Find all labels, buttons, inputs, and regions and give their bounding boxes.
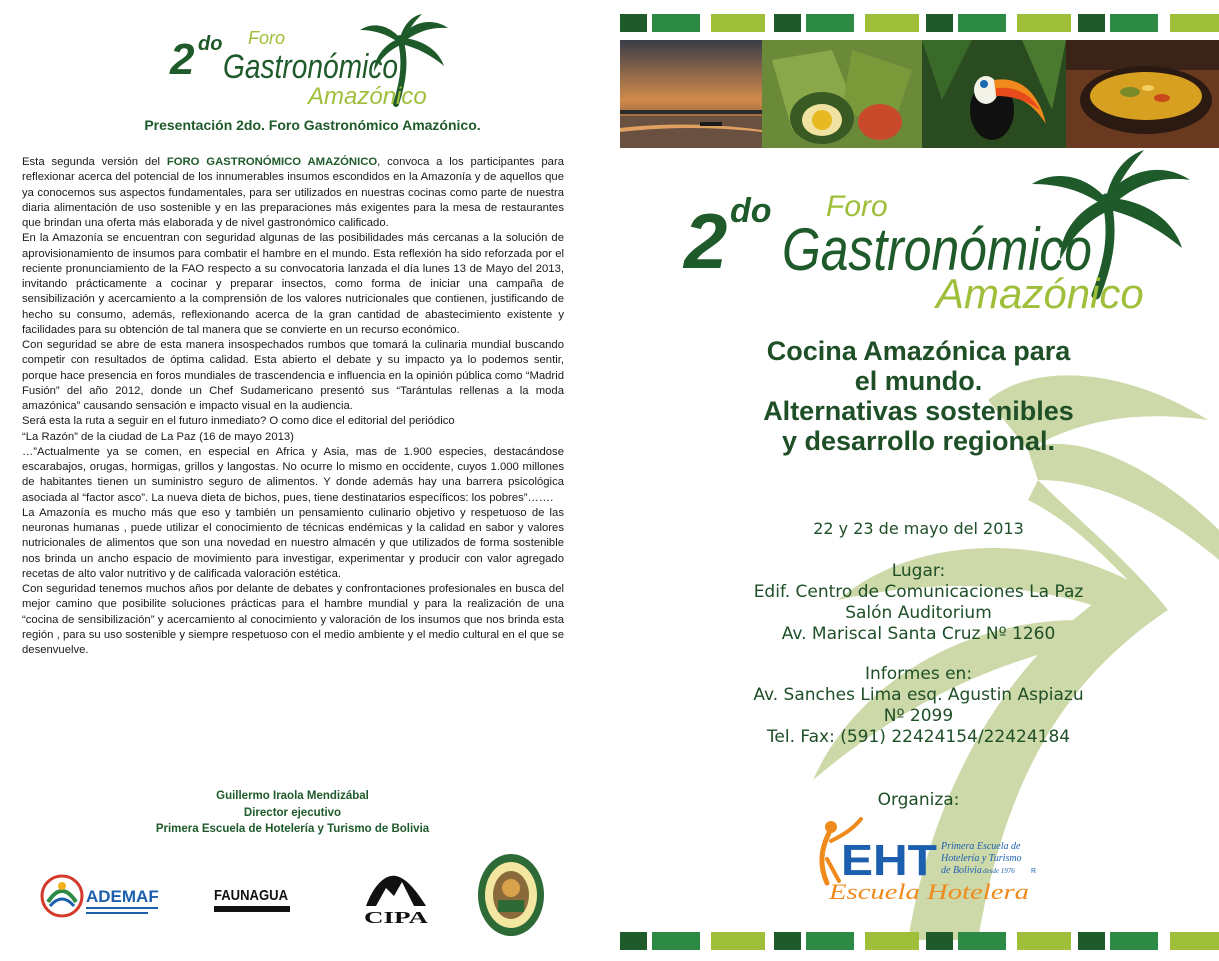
svg-text:Hotelería y Turismo: Hotelería y Turismo (941, 853, 1022, 864)
svg-text:Escuela Hotelera: Escuela Hotelera (827, 879, 1029, 904)
paragraph: Con seguridad se abre de esta manera insospechados rumbos que tomará la culinaria mundial buscando competir con resultados de óptima calidad. Esta abierto el debate y su impacto ya lo podemos sentir, porque hace presencia en foros mundiales de trascendencia e influencia en la opinión pública como “Madrid Fusión” del año 2012, donde un Chef Sudamericano presentó sus “Tarántulas rellenas a la moda amazónica” causando sensación e impacto visual en la audiencia. (22, 339, 564, 412)
svg-text:R: R (1031, 868, 1037, 875)
signature-name: Guillermo Iraola Mendizábal (216, 790, 369, 802)
bar-segment (711, 14, 765, 32)
contact-block (608, 664, 1219, 748)
svg-text:Amazónico: Amazónico (308, 83, 427, 110)
svg-text:Gastronómico: Gastronómico (782, 216, 1092, 283)
toucan-photo (922, 40, 1066, 148)
venue-label: Lugar: (891, 561, 946, 581)
faunagua-logo (212, 875, 292, 915)
svg-text:EHT: EHT (841, 836, 938, 885)
headline-line: Cocina Amazónica para (766, 336, 1071, 366)
top-decorative-bar (608, 14, 1219, 32)
foro-logo-large (678, 150, 1198, 315)
bar-segment (958, 14, 1006, 32)
svg-text:do: do (730, 192, 772, 230)
presentation-title: Presentación 2do. Foro Gastronómico Amazónico. (144, 117, 481, 133)
venue-block (608, 561, 1219, 645)
venue-line: Av. Mariscal Santa Cruz Nº 1260 (781, 624, 1056, 644)
venue-line: Edif. Centro de Comunicaciones La Paz (753, 582, 1084, 602)
svg-text:Primera Escuela de: Primera Escuela de (941, 841, 1021, 852)
bar-segment (865, 14, 919, 32)
svg-text:Amazónico: Amazónico (936, 270, 1144, 315)
bar-segment (774, 14, 801, 32)
info-line: Tel. Fax: (591) 22424154/22424184 (766, 727, 1071, 747)
paragraph: Será esta la ruta a seguir en el futuro inmediato? O como dice el editorial del periódico (22, 415, 455, 428)
bar-segment (806, 14, 854, 32)
svg-text:2: 2 (684, 197, 728, 285)
ademaf-logo (40, 872, 165, 920)
soup-bowl-photo (1066, 40, 1219, 148)
paragraph: Esta segunda versión del FORO GASTRONÓMICO AMAZÓNICO, convoca a los participantes para reflexionar acerca del potencial de los innumerables insumos escondidos en la Amazonía y de aquellos que ya conocemos sus aspectos fundamentales, para ser utilizados en nuestras cocinas como parte de nuestra diaria alimentación de uso sostenible y en las preparaciones más exigentes para la mesa de restaurantes que brindan una oferta más elaborada y de nivel gastronómico calificado. (22, 156, 565, 229)
signature-role: Director ejecutivo (243, 806, 342, 819)
foro-logo-small (168, 14, 453, 114)
bar-segment (652, 932, 700, 950)
bar-segment (1078, 14, 1105, 32)
svg-text:Foro: Foro (248, 28, 286, 48)
bar-segment (1017, 932, 1071, 950)
paragraph: “La Razón” de la ciudad de La Paz (16 de mayo 2013) (22, 430, 294, 443)
headline-line: Alternativas sostenibles (763, 396, 1074, 426)
svg-text:ADEMAF: ADEMAF (86, 887, 159, 906)
bar-segment (806, 932, 854, 950)
bar-segment (1017, 14, 1071, 32)
info-line: Av. Sanches Lima esq. Agustin Aspiazu (753, 685, 1084, 705)
right-panel (608, 0, 1219, 961)
bar-segment (1078, 932, 1105, 950)
bar-segment (1110, 932, 1158, 950)
bottom-decorative-bar (608, 932, 1219, 950)
bar-segment (958, 932, 1006, 950)
paragraph: Con seguridad tenemos muchos años por delante de debates y confrontaciones profesionales en busca del mejor camino que posibilite soluciones prácticas para el hambre mundial y para la realización de una “cocina de sensibilización” y acercamiento al conocimiento y valoración de los insumos que nos brinda esta región , para su uso sostenible y siempre respetuoso con el medio ambiente y el medio cultural en el que se desenvuelve. (22, 583, 564, 656)
bar-segment (926, 14, 953, 32)
bar-segment (865, 932, 919, 950)
svg-text:de Bolivia: de Bolivia (941, 865, 982, 876)
bar-segment (620, 932, 647, 950)
bar-segment (1110, 14, 1158, 32)
left-panel (0, 0, 595, 961)
info-line: Nº 2099 (883, 706, 954, 726)
eht-logo (813, 815, 1043, 905)
bar-segment (1170, 14, 1219, 32)
event-headline (608, 336, 1219, 456)
university-seal-logo (476, 852, 546, 938)
paragraph: La Amazonía es mucho más que eso y también un pensamiento culinario objetivo y respetuoso de las neuronas humanas , puede utilizar el conocimiento de técnicas endémicas y la calidad en sabor y valores nutricionales de alimentos que son una novedad en nuestro almacén y que utilizados de forma sostenible nos brinda un ancho espacio de movimiento para investigar, experimentar y producir con valor agregado recetas de alto valor nutritivo y de calificada valoración estética. (22, 506, 564, 580)
bar-segment (774, 932, 801, 950)
paragraph: En la Amazonía se encuentran con seguridad algunas de las posibilidades más cercanas a la solución de aprovisionamiento de insumos para combatir el hambre en el mundo. Esta reflexión ha sido reforzada por el reciente pronunciamiento de la FAO respecto a su convocatoria lanzada el día lunes 13 de Mayo del 2013, invitando prácticamente a cocinar y preparar insectos, como forma de iniciar una campaña de sensibilización y acercamiento a la comprensión de los valores nutricionales que contienen, justificando de hecho su consumo, además, reflexionando acerca de la gran cantidad de abastecimiento existente y facilidades para su obtención de tal manera que se convierte en un recurso económico. (22, 232, 564, 336)
tamales-photo (762, 40, 922, 148)
svg-text:FAUNAGUA: FAUNAGUA (214, 887, 289, 904)
sunset-river-photo (620, 40, 762, 148)
organizer-label: Organiza: (877, 790, 960, 810)
svg-text:CIPA: CIPA (364, 908, 430, 926)
venue-line: Salón Auditorium (845, 603, 992, 623)
presentation-body (22, 155, 564, 658)
svg-text:do: do (198, 33, 223, 55)
bar-segment (926, 932, 953, 950)
event-date: 22 y 23 de mayo del 2013 (813, 519, 1024, 538)
signature-org: Primera Escuela de Hotelería y Turismo de Bolivia (155, 823, 430, 835)
headline-line: el mundo. (854, 366, 983, 396)
svg-text:Gastronómico: Gastronómico (223, 48, 398, 86)
bar-segment (652, 14, 700, 32)
headline-line: y desarrollo regional. (781, 426, 1056, 456)
signature-block (0, 788, 585, 838)
bar-segment (711, 932, 765, 950)
bar-segment (1170, 932, 1219, 950)
info-label: Informes en: (864, 664, 973, 684)
bar-segment (620, 14, 647, 32)
svg-text:desde 1976: desde 1976 (983, 867, 1015, 875)
cipa-logo (360, 866, 432, 926)
svg-text:2: 2 (170, 35, 195, 84)
quote-paragraph: …”Actualmente ya se comen, en especial en Africa y Asia, mas de 1.900 especies, destacándose escarabajos, orugas, hormigas, grillos y langostas. No ocurre lo mismo en occidente, cuyos 1.000 millones de habitantes tienen un suministro seguro de alimentos. Y donde además hay una barrera psicológica asociada al “factor asco”. La nueva dieta de bichos, pues, tiene destinatarios específicos: los pobres”……. (22, 445, 564, 504)
svg-text:Foro: Foro (826, 190, 888, 223)
